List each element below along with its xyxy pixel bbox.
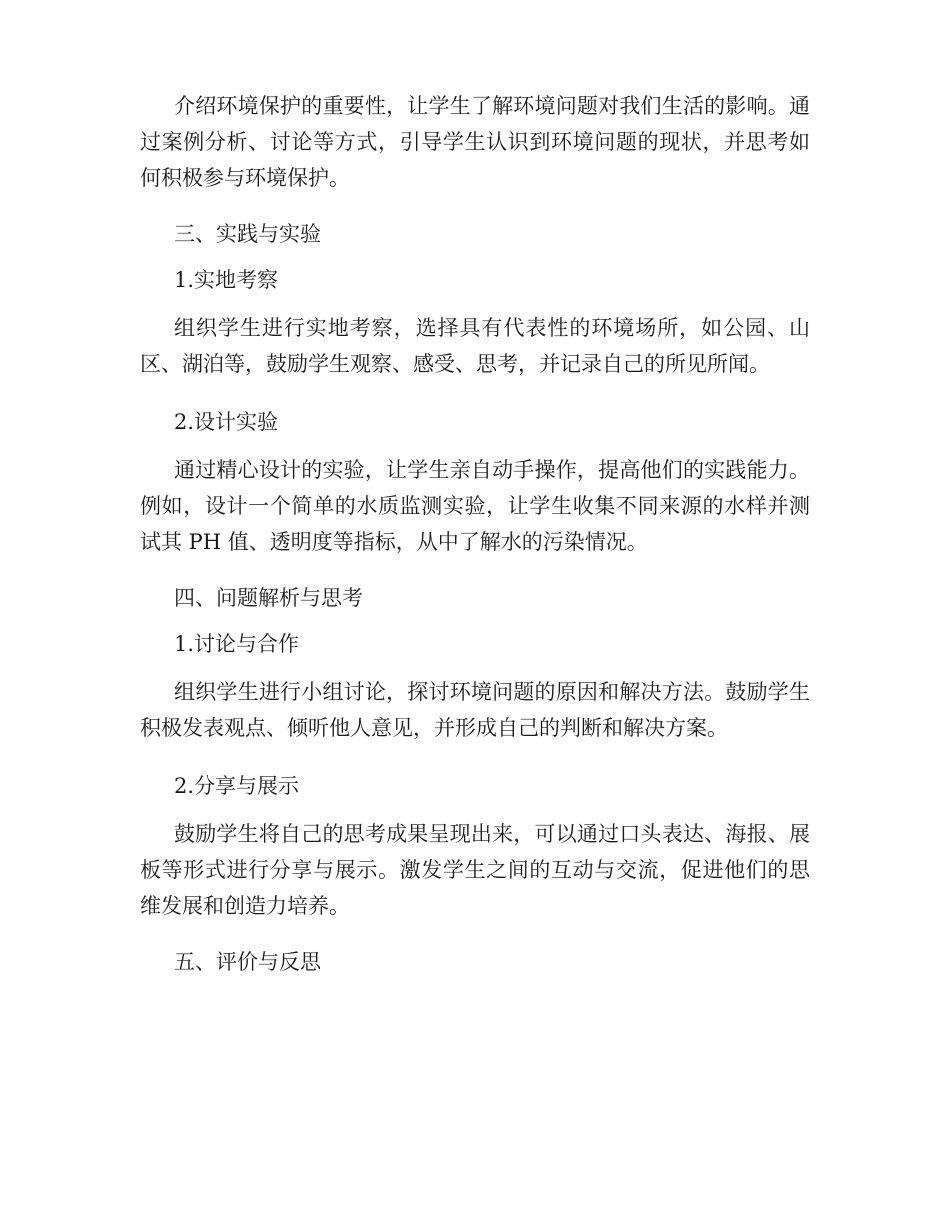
paragraph-discussion: 组织学生进行小组讨论，探讨环境问题的原因和解决方法。鼓励学生积极发表观点、倾听他人意见，并形成自己的判断和解决方案。 [140,680,810,740]
document-body [140,88,810,996]
paragraph-field-trip: 组织学生进行实地考察，选择具有代表性的环境场所，如公园、山区、湖泊等，鼓励学生观察、感受、思考，并记录自己的所见所闻。 [140,316,810,376]
section-heading-analysis: 四、问题解析与思考 [174,586,363,610]
paragraph-intro: 介绍环境保护的重要性，让学生了解环境问题对我们生活的影响。通过案例分析、讨论等方式，引导学生认识到环境问题的现状，并思考如何积极参与环境保护。 [140,94,810,190]
section-heading-evaluation: 五、评价与反思 [174,950,321,974]
subheading-field-trip: 1.实地考察 [174,268,279,292]
subheading-discussion: 1.讨论与合作 [174,632,300,656]
paragraph-design-experiment: 通过精心设计的实验，让学生亲自动手操作，提高他们的实践能力。例如，设计一个简单的水质监测实验，让学生收集不同来源的水样并测试其 PH 值、透明度等指标，从中了解水的污染情况。 [140,458,810,554]
subheading-sharing: 2.分享与展示 [174,774,300,798]
paragraph-sharing: 鼓励学生将自己的思考成果呈现出来，可以通过口头表达、海报、展板等形式进行分享与展示。激发学生之间的互动与交流，促进他们的思维发展和创造力培养。 [140,822,810,918]
subheading-design-experiment: 2.设计实验 [174,410,279,434]
section-heading-practice: 三、实践与实验 [174,222,321,246]
